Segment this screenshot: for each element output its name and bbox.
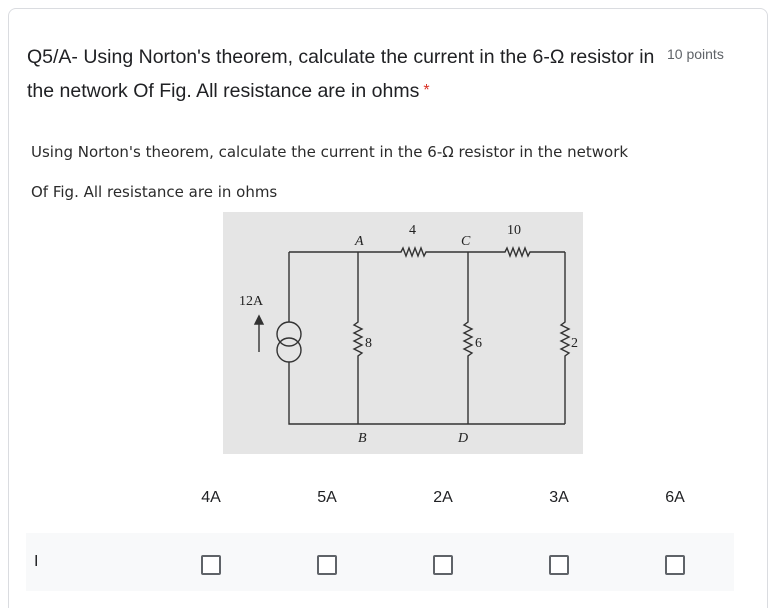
grid-row [26, 533, 734, 591]
row-label: I [34, 553, 39, 570]
resistor-8-label: 8 [365, 336, 372, 351]
description-line-1: Using Norton's theorem, calculate the current in the 6-Ω resistor in the network [31, 143, 629, 161]
column-header: 5A [317, 489, 337, 506]
column-header: 6A [665, 489, 685, 506]
resistor-4-label: 4 [409, 223, 416, 238]
question-title [27, 40, 657, 108]
node-a-label: A [355, 234, 364, 249]
description-line-2: Of Fig. All resistance are in ohms [31, 183, 278, 201]
checkbox-6a[interactable] [665, 555, 685, 575]
circuit-diagram [223, 212, 583, 454]
circuit-figure [223, 212, 583, 454]
checkbox-3a[interactable] [549, 555, 569, 575]
points-label: 10 points [667, 46, 724, 62]
resistor-2-label: 2 [571, 336, 578, 351]
checkbox-5a[interactable] [317, 555, 337, 575]
question-description [31, 132, 731, 212]
column-header: 3A [549, 489, 569, 506]
node-c-label: C [461, 234, 471, 249]
resistor-10-label: 10 [507, 223, 521, 238]
checkbox-4a[interactable] [201, 555, 221, 575]
node-b-label: B [358, 431, 367, 446]
checkbox-2a[interactable] [433, 555, 453, 575]
column-header: 4A [201, 489, 221, 506]
column-header: 2A [433, 489, 453, 506]
source-label: 12A [239, 294, 264, 309]
node-d-label: D [458, 431, 469, 446]
required-asterisk: * [423, 82, 430, 99]
resistor-6-label: 6 [475, 336, 482, 351]
question-text: Q5/A- Using Norton's theorem, calculate the current in the 6-Ω resistor in the network Of Fig. All resistance are in ohms [27, 46, 655, 102]
